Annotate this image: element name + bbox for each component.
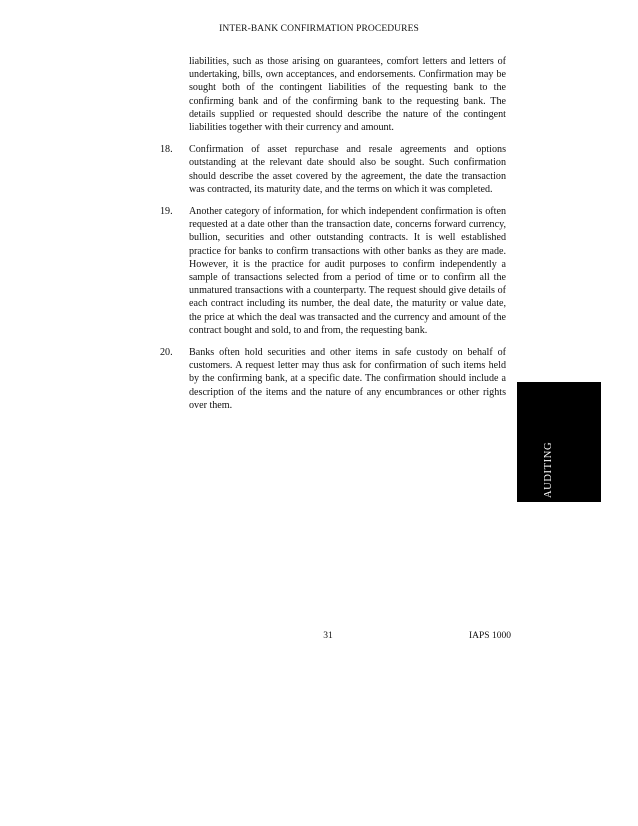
paragraph-18 <box>160 143 506 196</box>
paragraph-continued <box>160 55 506 134</box>
paragraph-text: Another category of information, for which independent confirmation is often requested at a date other than the transaction date, concerns forward currency, bullion, securities and other outstanding contracts. It is well established practice for banks to confirm transactions with other banks as they are made. However, it is the practice for audit purposes to confirm independently a sample of transactions selected from a period of time or to confirm all the unmatured transactions with a counterparty. The request should give details of each contract including its number, the deal date, the maturity or value date, the price at which the deal was transacted and the currency and amount of the contract bought and sold, to and from, the requesting bank. <box>189 206 506 336</box>
section-tab-label: AUDITING <box>543 441 554 498</box>
document-reference: IAPS 1000 <box>469 631 511 641</box>
paragraph-19 <box>160 205 506 337</box>
paragraph-text: Banks often hold securities and other items in safe custody on behalf of customers. A request letter may thus ask for confirmation of such items held by the confirming bank, at a specific date. The confirmation should include a description of the items and the nature of any encumbrances or other rights over them. <box>189 347 506 411</box>
paragraph-20 <box>160 346 506 412</box>
running-header: INTER-BANK CONFIRMATION PROCEDURES <box>219 24 419 34</box>
paragraph-text: Confirmation of asset repurchase and resale agreements and options outstanding at the relevant date should also be sought. Such confirmation should describe the asset covered by the agreement, the date the transaction was contracted, its maturity date, and the terms on which it was completed. <box>189 144 506 195</box>
paragraph-text: liabilities, such as those arising on guarantees, comfort letters and letters of undertaking, bills, own acceptances, and endorsements. Confirmation may be sought both of the contingent liabilities of the requesting bank to the confirming bank and of the confirming bank to the requesting bank. The details supplied or requested should describe the nature of the contingent liabilities together with their currency and amount. <box>189 56 506 134</box>
paragraph-number: 20. <box>160 347 173 359</box>
body-text <box>160 55 506 421</box>
paragraph-number: 19. <box>160 206 173 218</box>
paragraph-number: 18. <box>160 144 173 156</box>
section-tab <box>517 382 601 502</box>
page-number: 31 <box>323 631 333 641</box>
